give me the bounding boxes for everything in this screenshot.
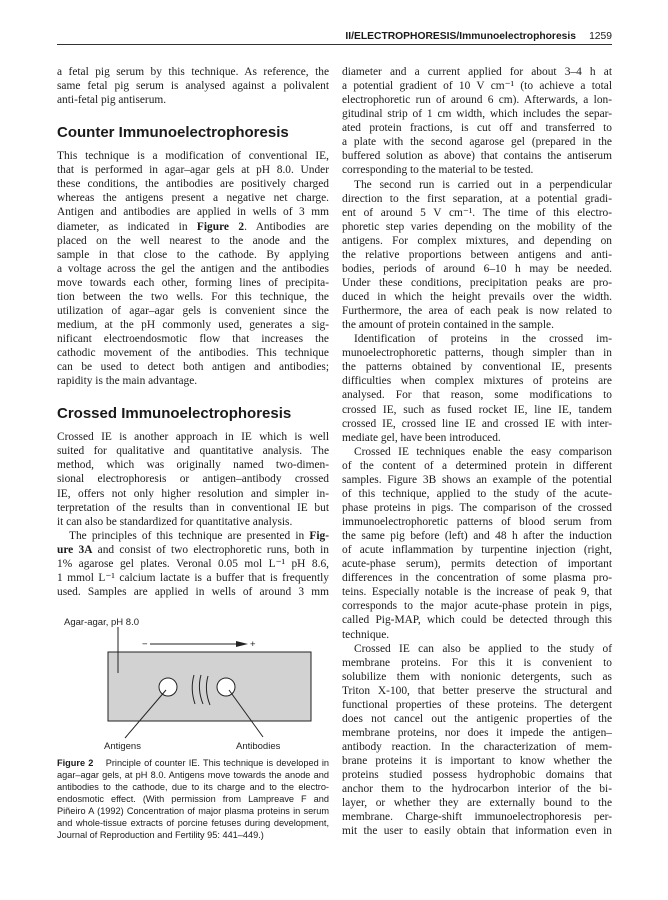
- text-line: ated protein fractions, is cut off and transferred to: [342, 122, 612, 135]
- caption-line: Piñeiro A (1992) Concentration of major plasma proteins in serum: [57, 806, 329, 816]
- right-column: [342, 65, 612, 838]
- text-line: that is performed in agar–agar gels at pH 8.0. Under: [57, 164, 329, 177]
- paragraph: [57, 65, 329, 107]
- text-line: Triton X-100, that better preserve the structural and: [342, 684, 612, 697]
- text-line: the patterns obtained by conventional IE, presents: [342, 361, 612, 374]
- text-line: the amount of protein contained in the sample.: [342, 319, 554, 332]
- text-line: buffered solution as above) that contains the antiserum: [342, 150, 612, 163]
- text-line: placed on the well nearest to the anode and the: [57, 234, 329, 247]
- text-line: immunoelectrophoretic patterns of blood serum from: [342, 516, 612, 528]
- text-line: mediate gel, have been introduced.: [342, 431, 501, 444]
- text-line: munoelectrophoretic patterns, though simpler than in: [342, 347, 612, 360]
- text-line: diameter and a current applied for about 3–4 h at: [342, 66, 612, 78]
- caption-line: Figure 2 Principle of counter IE. This technique is developed in: [57, 758, 329, 768]
- text-line: move towards each other, forming lines of precipita-: [57, 276, 329, 289]
- text-line: antigens. For complex mixtures, and depending on: [342, 234, 612, 247]
- caption-line: and whole-tissue extracts of porcine fetuses during development,: [57, 818, 329, 828]
- text-line: The principles of this technique are presented in Fig-: [69, 529, 329, 542]
- figure-caption: [57, 757, 329, 841]
- text-line: of the content of a determined protein in different: [342, 459, 612, 472]
- caption-label: Figure 2: [57, 758, 94, 768]
- text-line: This technique is a modification of conventional IE,: [57, 150, 329, 163]
- text-line: ent of around 5 V cm⁻¹. The time of this electro-: [342, 206, 612, 219]
- text-line: acute-phase serum), permits detection of important: [342, 558, 612, 571]
- text-line: Crossed IE techniques enable the easy comparison: [354, 445, 612, 458]
- text-line: phoretic step varies depending on the mobility of the: [342, 220, 612, 233]
- text-line: it can also be standardized for quantitative analysis.: [57, 515, 293, 528]
- text-line: technique.: [342, 628, 390, 641]
- text-line: the relative proportions between antigens and anti-: [342, 248, 612, 261]
- paragraph: [342, 332, 612, 445]
- cathode-sign: −: [142, 639, 148, 650]
- arrow-head-icon: [236, 641, 248, 647]
- gel-label: Agar-agar, pH 8.0: [64, 617, 139, 628]
- caption-line: endosmotic effect. (With permission from Lampreave F and: [57, 794, 329, 804]
- text-line: corresponding to the material to be tested.: [342, 164, 534, 177]
- paragraph: [342, 642, 612, 839]
- text-line: antibody reaction. In the characterization of mem-: [342, 741, 612, 753]
- text-line: a potential gradient of 10 V cm⁻¹ (to achieve a total: [342, 80, 612, 93]
- section-title: II/ELECTROPHORESIS/Immunoelectrophoresis: [345, 31, 576, 42]
- text-line: these conditions, the antibodies are positively charged: [57, 178, 329, 191]
- text-line: 1% agarose gel plates. Veronal 0.05 mol L⁻¹ pH 8.6,: [57, 557, 329, 570]
- figure-2-diagram: [57, 612, 329, 757]
- section-heading: Counter Immunoelectrophoresis: [57, 124, 289, 142]
- text-line: Crossed IE is another approach in IE which is well: [57, 431, 329, 444]
- text-line: a voltage across the gel the antigen and the antibodies: [57, 262, 329, 275]
- text-line: duced in which the height prevails over the width.: [342, 291, 612, 303]
- figure-2: [57, 612, 329, 757]
- text-line: does not cancel out the antigenic properties of the: [342, 712, 612, 725]
- text-line: method, which was originally named two-dimen-: [57, 459, 329, 472]
- text-line: electrophoretic run of around 6 cm). Afterwards, a lon-: [342, 94, 612, 107]
- text-line: utilization of agar–agar gels is convenient since the: [57, 304, 329, 317]
- left-column: [57, 65, 329, 599]
- text-line: Furthermore, the area of each peak is now related to: [342, 305, 612, 318]
- page-number: 1259: [589, 31, 612, 42]
- text-line: anchor them to the hydrocarbon interior of the bi-: [342, 783, 612, 796]
- paragraph: [342, 65, 612, 178]
- paragraph: [342, 445, 612, 642]
- antibody-well: [217, 678, 235, 696]
- text-line: 1 mmol L⁻¹ calcium lactate is a buffer that is frequently: [57, 571, 329, 584]
- caption-line: antibodies to the cathode, due to its charge and to the electro-: [57, 782, 329, 792]
- text-line: analysed. For that reason, some modifications to: [342, 389, 612, 402]
- text-line: of this technique, applied to the study of the acute-: [342, 487, 612, 500]
- text-line: the same pig before (left) and 48 h after the induction: [342, 530, 612, 543]
- text-line: difficulties when complex mixtures of proteins are: [342, 375, 612, 388]
- text-line: cathodic movement of the antibodies. This technique: [57, 347, 329, 360]
- paragraph: [57, 430, 329, 528]
- antigen-well: [159, 678, 177, 696]
- text-line: mit the user to easily obtain that information even in: [342, 825, 612, 838]
- text-line: crossed IE, such as fused rocket IE, line IE, tandem: [342, 403, 612, 416]
- text-line: differences in the concentration of some plasma pro-: [342, 572, 612, 585]
- text-line: medium, at the pH commonly used, generates a sig-: [57, 318, 329, 331]
- caption-line: agar–agar gels, at pH 8.0. Antigens move towards the anode and: [57, 770, 329, 780]
- text-line: used. Samples are applied in wells of around 3 mm: [57, 585, 329, 598]
- text-line: a fetal pig serum by this technique. As reference, the: [57, 66, 329, 78]
- text-line: a plate with the second agarose gel (prepared in the: [342, 136, 612, 149]
- running-header: [57, 28, 612, 45]
- antibodies-label: Antibodies: [236, 741, 281, 752]
- text-line: ure 3A and consist of two electrophoretic runs, both in: [57, 543, 329, 556]
- text-line: samples. Figure 3B shows an example of the potential: [342, 473, 612, 486]
- caption-line: Journal of Reproduction and Fertility 95: 441–449.): [57, 830, 264, 840]
- bold-reference: Figure 2: [196, 220, 245, 233]
- text-line: membrane proteins, nor does it impede the antigen–: [342, 726, 612, 739]
- text-line: Antigen and antibodies are applied in wells of 3 mm: [57, 206, 329, 219]
- text-line: same fetal pig serum is analysed against a polivalent: [57, 80, 329, 93]
- text-line: sample in that close to the cathode. By applying: [57, 248, 329, 261]
- text-line: direction to the first separation, at a potential gradi-: [342, 192, 612, 205]
- text-line: membrane. Charge-shift immunoelectrophoresis per-: [342, 811, 612, 824]
- text-line: nificant electroendosmotic flow that increases the: [57, 333, 329, 345]
- antigens-label: Antigens: [104, 741, 141, 752]
- text-line: Identification of proteins in the crossed im-: [354, 333, 612, 346]
- anode-sign: +: [250, 639, 256, 650]
- text-line: diameter, as indicated in Figure 2. Antibodies are: [57, 220, 329, 233]
- text-line: suited for qualitative and quantitative analysis. The: [57, 445, 329, 458]
- text-line: terpretation of the results than in conventional IE but: [57, 501, 329, 514]
- text-line: membrane proteins. For this it is convenient to: [342, 656, 612, 669]
- text-line: whereas the antigens present a negative net charge.: [57, 192, 329, 205]
- text-line: bodies, periods of around 6–10 h may be needed.: [342, 262, 612, 275]
- text-line: of acute inflammation by turpentine injection (right,: [342, 544, 612, 557]
- text-line: layer, or whether they are externally bound to the: [342, 797, 612, 810]
- section-heading: Crossed Immunoelectrophoresis: [57, 405, 292, 423]
- text-line: brane proteins it is important to know whether the: [342, 755, 612, 768]
- text-line: functional properties of these proteins. The detergent: [342, 698, 612, 711]
- agar-gel: [108, 652, 311, 721]
- text-line: The second run is carried out in a perpendicular: [354, 178, 612, 191]
- text-line: anti-fetal pig antiserum.: [57, 94, 167, 107]
- text-line: can be used to detect both antigen and antibodies;: [57, 361, 329, 374]
- paragraph: [57, 529, 329, 599]
- text-line: teins. Especially notable is the increase of peak 9, that: [342, 586, 612, 599]
- text-line: Crossed IE can also be applied to the study of: [354, 642, 612, 655]
- text-line: gitudinal strip of 1 cm width, which includes the separ-: [342, 108, 612, 121]
- text-line: IE, offers not only higher resolution and simpler in-: [57, 487, 329, 500]
- bold-reference: Fig-: [309, 529, 329, 542]
- text-line: Under these conditions, precipitation peaks are pro-: [342, 276, 612, 289]
- bold-reference: ure 3A: [57, 543, 93, 556]
- text-line: called Pig-MAP, which could be detected through this: [342, 614, 612, 627]
- text-line: phase proteins in pigs. The comparison of the crossed: [342, 501, 612, 514]
- text-line: solubilize them with nonionic detergents, such as: [342, 670, 612, 683]
- text-line: corresponds to the major acute-phase protein in pigs,: [342, 600, 612, 613]
- text-line: rapidity is the main advantage.: [57, 375, 198, 388]
- text-line: sional electrophoresis or antigen–antibody crossed: [57, 473, 329, 486]
- text-line: tion between the two wells. For this technique, the: [57, 290, 329, 303]
- paragraph: [342, 178, 612, 333]
- text-line: crossed IE, crossed line IE and crossed IE with inter-: [342, 417, 612, 430]
- text-line: proteins studied possess hydrophobic domains that: [342, 769, 612, 782]
- paragraph: [57, 149, 329, 388]
